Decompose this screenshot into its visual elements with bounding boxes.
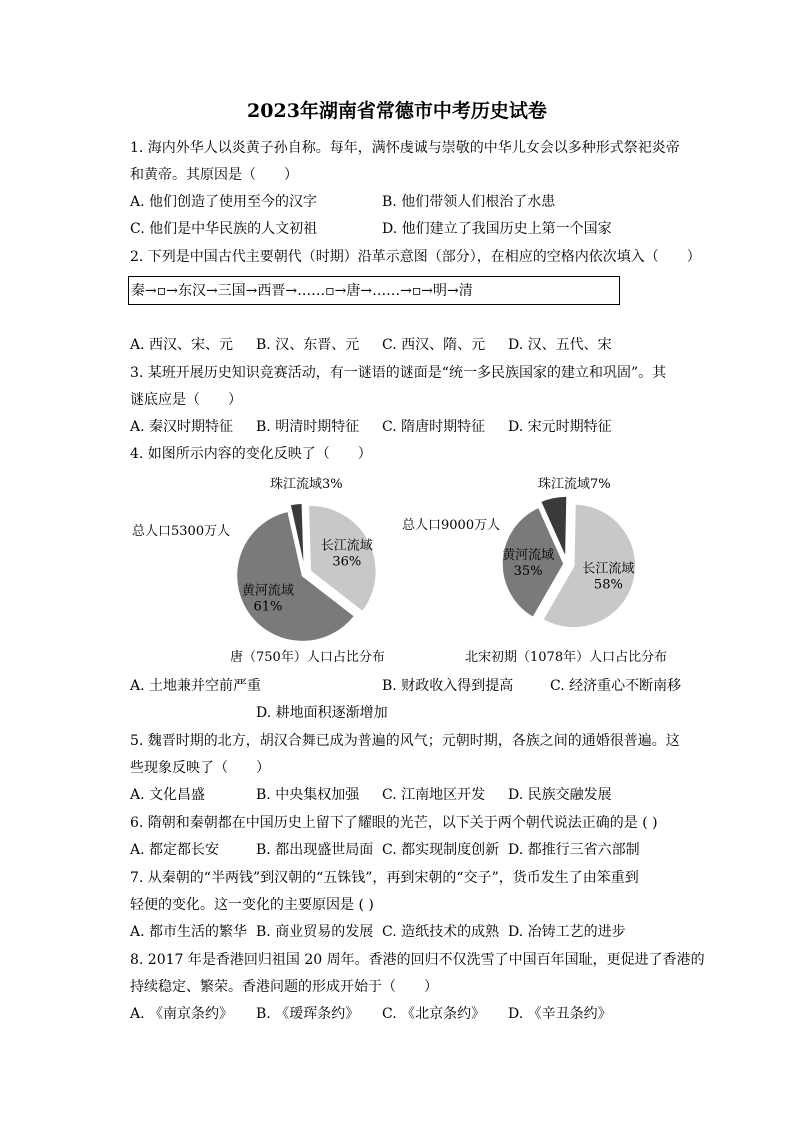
pie-total-population: 总人口5300万人: [132, 524, 231, 539]
q8-option-d[interactable]: D. 《辛丑条约》: [508, 1006, 612, 1022]
pie-caption: 北宋初期（1078年）人口占比分布: [465, 650, 668, 665]
q1-option-d[interactable]: D. 他们建立了我国历史上第一个国家: [382, 221, 612, 237]
q2-option-a[interactable]: A. 西汉、宋、元: [130, 337, 234, 353]
q3-stem-line1: 3. 某班开展历史知识竞赛活动，有一谜语的谜面是“统一多民族国家的建立和巩固”。其: [130, 365, 667, 381]
q7-stem-line2: 轻便的变化。这一变化的主要原因是 ( ): [130, 897, 374, 913]
q5-option-a[interactable]: A. 文化昌盛: [130, 787, 206, 803]
q8-option-a[interactable]: A. 《南京条约》: [130, 1006, 234, 1022]
q5-stem-line2: 些现象反映了（ ）: [130, 760, 270, 776]
q2-stem-line1: 2. 下列是中国古代主要朝代（时期）沿革示意图（部分），在相应的空格内依次填入（ ）: [130, 249, 701, 265]
pie-label-yangtze-river: 长江流域: [582, 561, 635, 577]
q2-option-b[interactable]: B. 汉、东晋、元: [256, 337, 360, 353]
q7-option-b[interactable]: B. 商业贸易的发展: [256, 924, 374, 940]
q6-stem-line1: 6. 隋朝和秦朝都在中国历史上留下了耀眼的光芒，以下关于两个朝代说法正确的是 ( ): [130, 815, 658, 831]
q3-option-b[interactable]: B. 明清时期特征: [256, 419, 360, 435]
exam-title: 2023年湖南省常德市中考历史试卷: [247, 100, 547, 122]
q8-stem-line1: 8. 2017 年是香港回归祖国 20 周年。香港的回归不仅洗雪了中国百年国耻，更促进了香港的: [130, 952, 705, 968]
q8-option-c[interactable]: C. 《北京条约》: [382, 1006, 486, 1022]
pie-percent-yangtze-river: 36%: [332, 554, 362, 570]
pie-chart-tang: [132, 476, 385, 665]
q1-option-c[interactable]: C. 他们是中华民族的人文初祖: [130, 221, 318, 237]
pie-chart-song: [402, 476, 667, 665]
q1-stem-line2: 和黄帝。其原因是（ ）: [130, 167, 298, 183]
q2-option-d[interactable]: D. 汉、五代、宋: [508, 337, 612, 353]
q3-option-a[interactable]: A. 秦汉时期特征: [130, 419, 234, 435]
q7-option-d[interactable]: D. 冶铸工艺的进步: [508, 924, 626, 940]
dynasty-flow-box: [128, 276, 620, 305]
pie-caption: 唐（750年）人口占比分布: [230, 650, 385, 665]
q2-option-c[interactable]: C. 西汉、隋、元: [382, 337, 486, 353]
q7-stem-line1: 7. 从秦朝的“半两钱”到汉朝的“五铢钱”，再到宋朝的“交子”，货币发生了由笨重到: [130, 870, 639, 886]
pie-label-yellow-river: 黄河流域: [502, 548, 555, 564]
q8-stem-line2: 持续稳定、繁荣。香港问题的形成开始于（ ）: [130, 979, 438, 995]
q5-option-b[interactable]: B. 中央集权加强: [256, 787, 360, 803]
q7-option-a[interactable]: A. 都市生活的繁华: [130, 924, 248, 940]
dynasty-flow-text: 秦→▫→东汉→三国→西晋→……▫→唐→……→▫→明→清: [131, 283, 473, 299]
q4-stem-line1: 4. 如图所示内容的变化反映了（ ）: [130, 446, 372, 462]
q4-option-d[interactable]: D. 耕地面积逐渐增加: [256, 705, 388, 721]
q5-stem-line1: 5. 魏晋时期的北方，胡汉合舞已成为普遍的风气；元朝时期，各族之间的通婚很普遍。这: [130, 733, 680, 749]
q6-option-a[interactable]: A. 都定都长安: [130, 842, 220, 858]
q4-option-b[interactable]: B. 财政收入得到提高: [382, 678, 514, 694]
q8-option-b[interactable]: B. 《瑷珲条约》: [256, 1006, 360, 1022]
q1-option-b[interactable]: B. 他们带领人们根治了水患: [382, 194, 556, 210]
q7-option-c[interactable]: C. 造纸技术的成熟: [382, 924, 500, 940]
q3-option-c[interactable]: C. 隋唐时期特征: [382, 419, 486, 435]
pie-label-yellow-river: 黄河流域: [241, 583, 294, 599]
q4-option-a[interactable]: A. 土地兼并空前严重: [130, 678, 262, 694]
q6-option-c[interactable]: C. 都实现制度创新: [382, 842, 500, 858]
q4-option-c[interactable]: C. 经济重心不断南移: [550, 678, 682, 694]
q5-option-d[interactable]: D. 民族交融发展: [508, 787, 612, 803]
population-pie-charts: [120, 468, 700, 673]
q1-stem-line1: 1. 海内外华人以炎黄子孙自称。每年，满怀虔诚与崇敬的中华儿女会以多种形式祭祀炎帝: [130, 140, 680, 156]
q6-option-d[interactable]: D. 都推行三省六部制: [508, 842, 640, 858]
pie-percent-yellow-river: 35%: [513, 564, 543, 580]
pie-label-pearl-river: 珠江流域7%: [538, 477, 611, 492]
pie-label-yangtze-river: 长江流域: [320, 538, 373, 554]
pie-percent-yellow-river: 61%: [253, 599, 283, 615]
q6-option-b[interactable]: B. 都出现盛世局面: [256, 842, 374, 858]
q5-option-c[interactable]: C. 江南地区开发: [382, 787, 486, 803]
pie-label-pearl-river: 珠江流域3%: [270, 477, 343, 492]
pie-percent-yangtze-river: 58%: [593, 577, 623, 593]
q3-stem-line2: 谜底应是（ ）: [130, 392, 242, 408]
q3-option-d[interactable]: D. 宋元时期特征: [508, 419, 612, 435]
pie-total-population: 总人口9000万人: [402, 518, 501, 533]
q1-option-a[interactable]: A. 他们创造了使用至今的汉字: [130, 194, 318, 210]
